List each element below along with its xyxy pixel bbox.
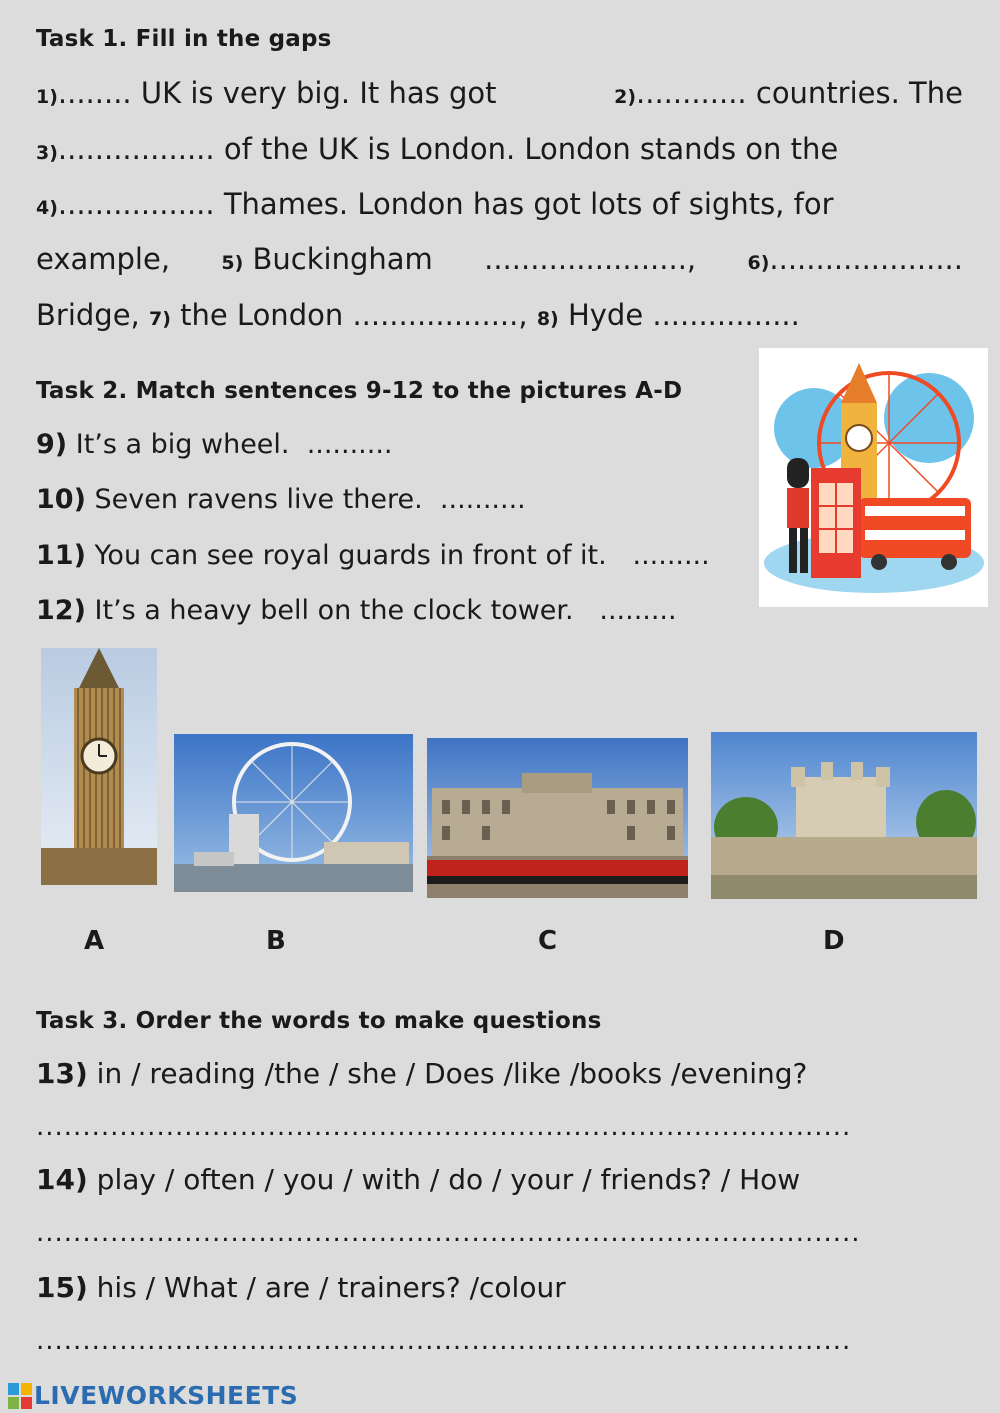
london-collage-illustration <box>759 348 988 607</box>
gap-text: the London .................., <box>180 298 528 332</box>
gap-number-4: 4) <box>36 197 58 219</box>
answer-line-15[interactable]: ........................................................................................ <box>36 1326 852 1356</box>
gap-number-2: 2) <box>614 86 637 108</box>
gap-number-3: 3) <box>36 142 58 164</box>
task1-title: Task 1. Fill in the gaps <box>36 26 332 52</box>
item-number: 10) <box>36 484 86 515</box>
brand-text: LIVEWORKSHEETS <box>34 1381 299 1410</box>
question-14 <box>36 1163 800 1197</box>
task1-line-5 <box>36 298 800 336</box>
item-number: 9) <box>36 429 68 460</box>
word-list: his / What / are / trainers? /colour <box>96 1271 566 1304</box>
match-sentence-10 <box>36 483 526 517</box>
match-sentence-12 <box>36 594 677 628</box>
gap-text: ............ countries. The <box>636 76 963 110</box>
gap-text: ........ UK is very big. It has got <box>57 76 497 110</box>
answer-blank[interactable]: .......... <box>439 484 526 515</box>
picture-label-d: D <box>823 926 845 956</box>
question-15 <box>36 1271 566 1305</box>
answer-blank[interactable]: ......... <box>599 595 677 626</box>
picture-label-c: C <box>538 926 558 956</box>
answer-line-14[interactable]: ......................................................................................... <box>36 1218 861 1248</box>
task1-line-3 <box>36 187 963 225</box>
photo-london-eye <box>174 734 413 892</box>
task2-title: Task 2. Match sentences 9-12 to the pictures A-D <box>36 378 683 404</box>
gap-text: ..................... <box>769 242 963 276</box>
picture-label-a: A <box>84 926 105 956</box>
task1-line-2 <box>36 132 963 170</box>
gap-text: ................. of the UK is London. London stands on the <box>57 132 839 166</box>
item-number: 12) <box>36 595 86 626</box>
task3-title: Task 3. Order the words to make questions <box>36 1008 602 1034</box>
answer-blank[interactable]: ......... <box>632 540 710 571</box>
item-number: 11) <box>36 540 86 571</box>
gap-text: ................. Thames. London has got lots of sights, for <box>57 187 834 221</box>
photo-big-ben <box>41 648 157 885</box>
gap-number-8: 8) <box>536 308 559 330</box>
item-text: It’s a heavy bell on the clock tower. <box>94 595 574 626</box>
word-list: in / reading /the / she / Does /like /books /evening? <box>96 1057 808 1090</box>
item-number: 14) <box>36 1163 88 1196</box>
gap-text: example, <box>36 242 171 276</box>
task1-line-1 <box>36 76 963 114</box>
answer-line-13[interactable]: ........................................................................................ <box>36 1112 852 1142</box>
question-13 <box>36 1057 807 1091</box>
item-text: You can see royal guards in front of it. <box>94 540 607 571</box>
match-sentence-9 <box>36 428 393 462</box>
gap-text: Bridge, <box>36 298 140 332</box>
gap-number-1: 1) <box>36 86 58 108</box>
logo-icon <box>8 1383 32 1409</box>
item-number: 15) <box>36 1271 88 1304</box>
photo-buckingham-palace <box>427 738 688 898</box>
gap-number-5: 5) <box>221 252 244 274</box>
gap-text: Hyde ................ <box>567 298 800 332</box>
task1-line-4 <box>36 242 963 280</box>
item-number: 13) <box>36 1057 88 1090</box>
picture-label-b: B <box>266 926 286 956</box>
answer-blank[interactable]: .......... <box>306 429 393 460</box>
item-text: Seven ravens live there. <box>94 484 423 515</box>
item-text: It’s a big wheel. <box>75 429 290 460</box>
word-list: play / often / you / with / do / your / friends? / How <box>96 1163 801 1196</box>
gap-text: ......................, <box>484 242 697 276</box>
gap-text: Buckingham <box>252 242 433 276</box>
gap-number-7: 7) <box>148 308 171 330</box>
match-sentence-11 <box>36 539 710 573</box>
liveworksheets-logo <box>8 1381 298 1410</box>
photo-tower-of-london <box>711 732 977 899</box>
gap-number-6: 6) <box>747 252 770 274</box>
